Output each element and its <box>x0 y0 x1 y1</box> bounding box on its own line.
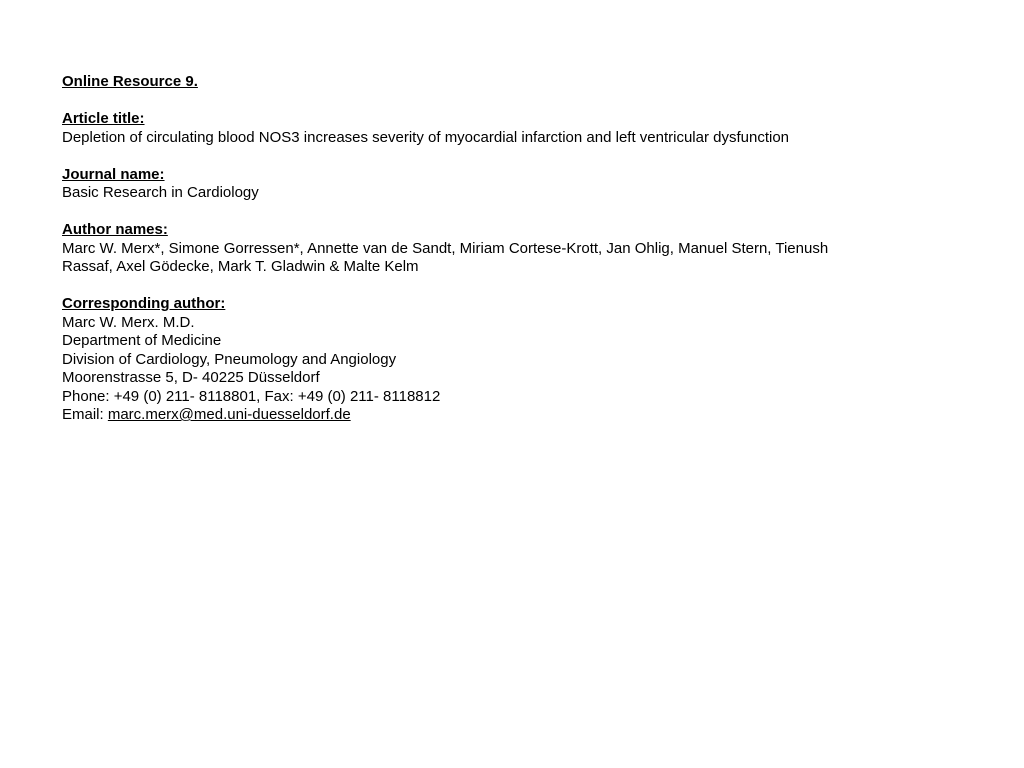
spacer <box>62 147 962 166</box>
spacer <box>62 92 962 111</box>
author-names-line-2: Rassaf, Axel Gödecke, Mark T. Gladwin & Malte Kelm <box>62 258 419 275</box>
spacer <box>62 277 962 296</box>
author-names-line-1: Marc W. Merx*, Simone Gorressen*, Annette van de Sandt, Miriam Cortese-Krott, Jan Ohlig, Manuel Stern, Tienush <box>62 239 829 257</box>
corresponding-author-name: Marc W. Merx. M.D. <box>62 313 195 331</box>
journal-name-text: Basic Research in Cardiology <box>62 184 259 201</box>
article-title-label: Article title: <box>62 110 145 127</box>
corresponding-author-address: Moorenstrasse 5, D- 40225 Düsseldorf <box>62 369 320 386</box>
spacer <box>62 203 962 222</box>
article-title-text: Depletion of circulating blood NOS3 increases severity of myocardial infarction and left ventricular dysfunction <box>62 128 790 146</box>
document-page <box>62 73 962 425</box>
corresponding-author-phone: Phone: +49 (0) 211- 8118801, Fax: +49 (0) 211- 8118812 <box>62 387 441 405</box>
journal-name-label: Journal name: <box>62 165 165 183</box>
email-link[interactable]: marc.merx@med.uni-duesseldorf.de <box>107 406 351 423</box>
corresponding-author-division: Division of Cardiology, Pneumology and Angiology <box>62 350 397 368</box>
document-title: Online Resource 9. <box>62 73 198 90</box>
corresponding-author-department: Department of Medicine <box>62 332 222 349</box>
corresponding-author-label: Corresponding author: <box>62 295 226 312</box>
email-prefix: Email: <box>62 406 108 423</box>
corresponding-author-email-line <box>62 406 962 425</box>
author-names-label: Author names: <box>62 221 168 238</box>
